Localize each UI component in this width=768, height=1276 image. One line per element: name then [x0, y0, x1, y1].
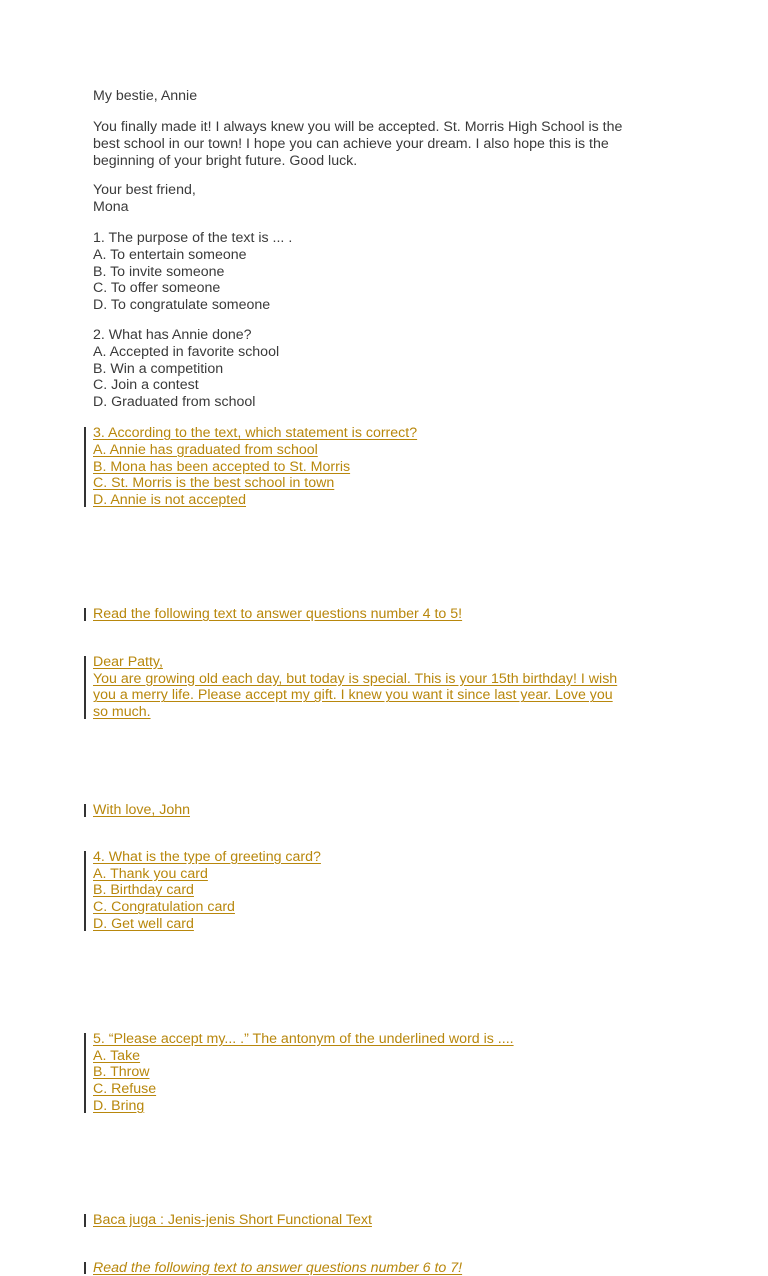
- question-prompt: 5. “Please accept my... .” The antonym of the underlined word is ....: [93, 1030, 514, 1047]
- answer-option: D. To congratulate someone: [93, 297, 271, 314]
- instruction-4-5-tracked: [93, 606, 693, 623]
- letter1-greeting: [93, 88, 693, 105]
- letter1-closing: [93, 182, 693, 216]
- question-4-tracked: [93, 849, 693, 933]
- answer-option: D. Graduated from school: [93, 394, 256, 411]
- letter1-signature: Mona: [93, 198, 129, 215]
- letter2-body-line: you a merry life. Please accept my gift. I knew you want it since last year. Love you: [93, 687, 613, 704]
- answer-option: A. Annie has graduated from school: [93, 441, 318, 458]
- letter2-greeting: Dear Patty,: [93, 653, 163, 670]
- question-prompt: 3. According to the text, which statement is correct?: [93, 425, 418, 441]
- instruction-text: Read the following text to answer questions number 4 to 5!: [93, 605, 463, 622]
- letter2-closing: With love, John: [93, 801, 190, 818]
- question-3-tracked: [93, 425, 693, 509]
- answer-option: D. Bring: [93, 1097, 145, 1114]
- question-prompt: 4. What is the type of greeting card?: [93, 848, 321, 865]
- letter1-body-line: beginning of your bright future. Good luck.: [93, 152, 358, 169]
- question-2: [93, 327, 693, 411]
- question-5-tracked: [93, 1031, 693, 1115]
- answer-option: A. Accepted in favorite school: [93, 343, 280, 360]
- answer-option: A. To entertain someone: [93, 246, 247, 263]
- instruction-text: Read the following text to answer questions number 6 to 7!: [93, 1259, 463, 1276]
- question-1: [93, 230, 693, 314]
- answer-option: B. To invite someone: [93, 263, 225, 280]
- answer-option: D. Get well card: [93, 915, 194, 932]
- letter2-tracked: [93, 654, 693, 721]
- answer-option: B. Win a competition: [93, 360, 224, 377]
- answer-option: C. To offer someone: [93, 280, 221, 297]
- answer-option: B. Throw: [93, 1064, 150, 1081]
- letter2-closing-tracked: [93, 802, 693, 819]
- letter2-body-line: so much.: [93, 704, 151, 721]
- instruction-6-7-tracked: [93, 1260, 693, 1276]
- answer-option: B. Mona has been accepted to St. Morris: [93, 458, 351, 475]
- letter1-body-line: You finally made it! I always knew you will be accepted. St. Morris High School is the: [93, 119, 623, 135]
- related-link-tracked[interactable]: [93, 1212, 693, 1229]
- answer-option: B. Birthday card: [93, 882, 194, 899]
- letter1-closing-line: Your best friend,: [93, 182, 196, 198]
- answer-option: A. Take: [93, 1047, 141, 1064]
- question-prompt: 1. The purpose of the text is ... .: [93, 230, 293, 246]
- related-article-link[interactable]: Baca juga : Jenis-jenis Short Functional Text: [93, 1211, 372, 1228]
- letter1-greeting-text: My bestie, Annie: [93, 88, 198, 104]
- question-prompt: 2. What has Annie done?: [93, 327, 252, 343]
- letter1-body-line: best school in our town! I hope you can achieve your dream. I also hope this is the: [93, 135, 609, 152]
- letter1-body: [93, 119, 693, 169]
- answer-option: C. Join a contest: [93, 377, 199, 394]
- answer-option: C. Congratulation card: [93, 899, 235, 916]
- letter2-body-line: You are growing old each day, but today is special. This is your 15th birthday! I wish: [93, 670, 618, 687]
- answer-option: D. Annie is not accepted: [93, 492, 247, 509]
- answer-option: C. Refuse: [93, 1081, 157, 1098]
- answer-option: C. St. Morris is the best school in town: [93, 475, 335, 492]
- answer-option: A. Thank you card: [93, 865, 208, 882]
